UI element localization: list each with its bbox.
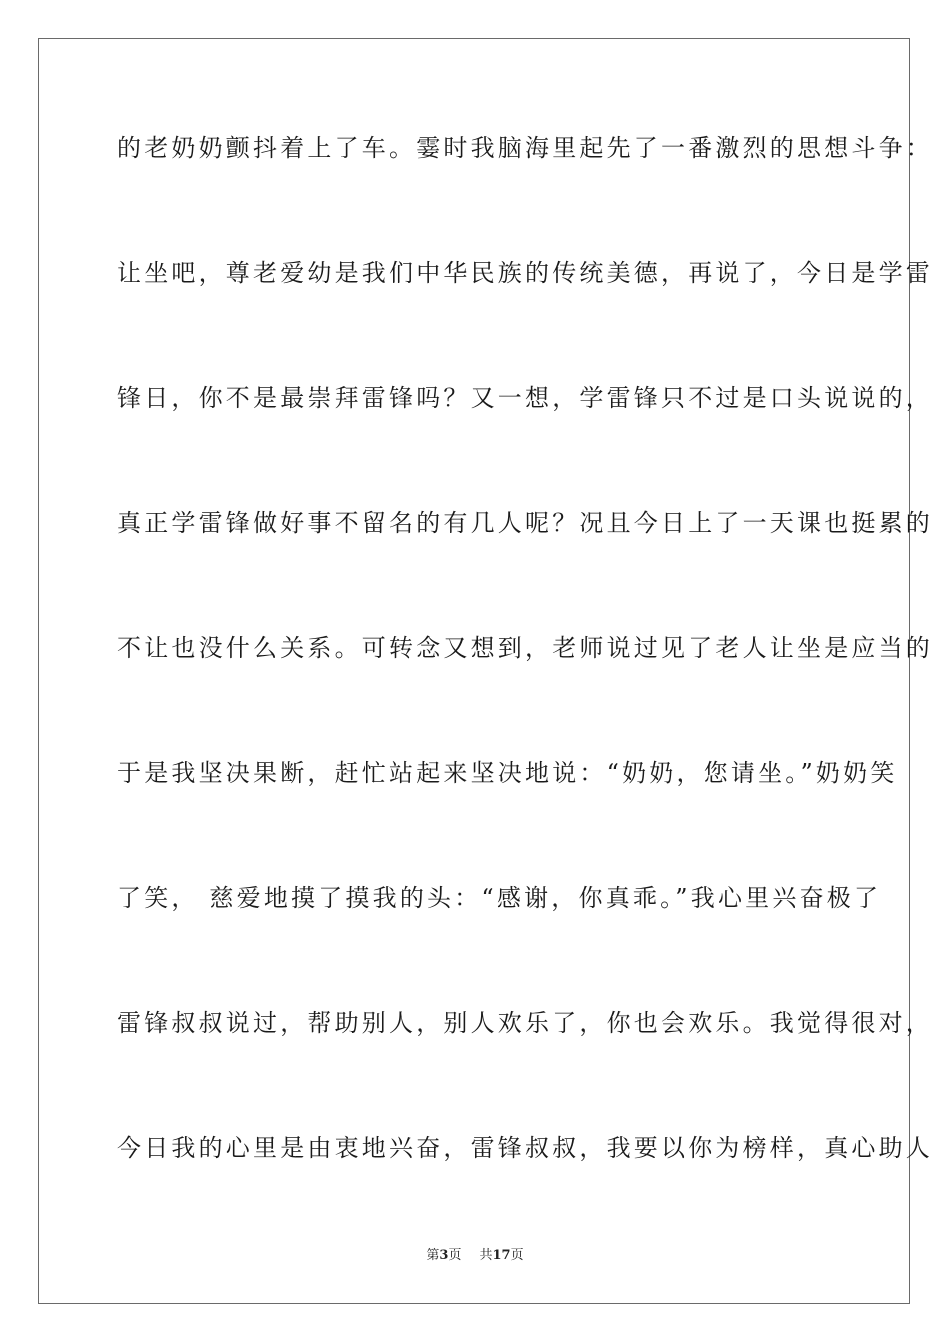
page-border xyxy=(38,38,933,1304)
total-suffix: 页 xyxy=(510,1248,524,1263)
total-prefix: 共 xyxy=(479,1248,493,1263)
body-line-4: 真正学雷锋做好事不留名的有几人呢？况且今日上了一天课也挺累的 xyxy=(117,509,933,537)
page-number: 3 xyxy=(439,1248,449,1263)
body-line-7: 了笑， 慈爱地摸了摸我的头：“感谢，你真乖。”我心里兴奋极了 xyxy=(117,884,882,912)
page-footer xyxy=(0,1247,950,1265)
body-line-9: 今日我的心里是由衷地兴奋，雷锋叔叔，我要以你为榜样，真心助人 xyxy=(117,1134,933,1162)
total-pages: 17 xyxy=(492,1248,511,1263)
body-line-2: 让坐吧，尊老爱幼是我们中华民族的传统美德，再说了，今日是学雷 xyxy=(117,259,933,287)
body-line-5: 不让也没什么关系。可转念又想到，老师说过见了老人让坐是应当的 xyxy=(117,634,933,662)
body-line-6: 于是我坚决果断，赶忙站起来坚决地说：“奶奶，您请坐。”奶奶笑 xyxy=(117,759,898,787)
body-line-1: 的老奶奶颤抖着上了车。霎时我脑海里起先了一番激烈的思想斗争： xyxy=(117,134,933,162)
body-line-8: 雷锋叔叔说过，帮助别人，别人欢乐了，你也会欢乐。我觉得很对， xyxy=(117,1009,933,1037)
page-prefix: 第 xyxy=(426,1248,440,1263)
page-suffix: 页 xyxy=(448,1248,462,1263)
body-line-3: 锋日，你不是最崇拜雷锋吗？又一想，学雷锋只不过是口头说说的， xyxy=(117,384,933,412)
